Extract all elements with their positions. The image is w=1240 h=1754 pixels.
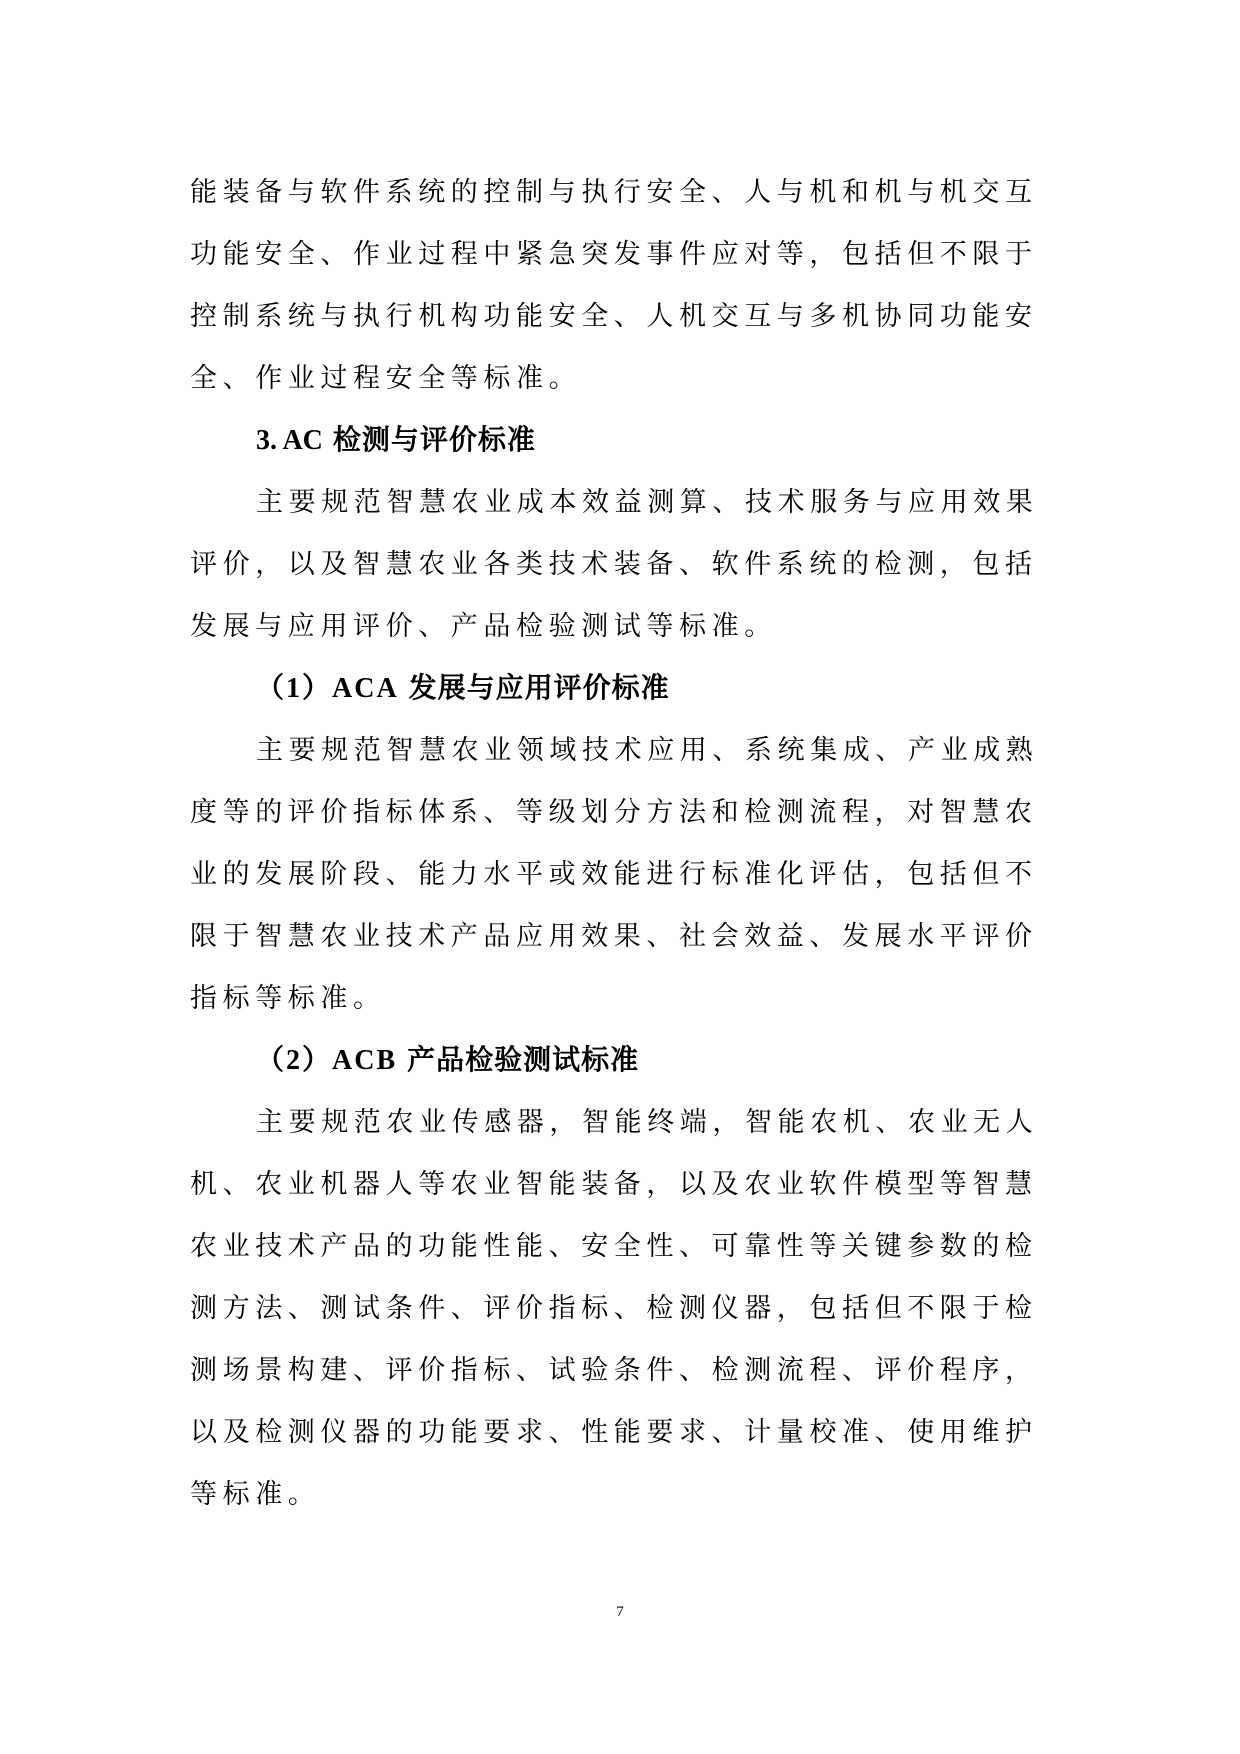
text-line: 机、农业机器人等农业智能装备，以及农业软件模型等智慧	[190, 1169, 1038, 1200]
paragraph	[190, 720, 1050, 1030]
paragraph-continuation	[190, 162, 1050, 410]
text-line: 发展与应用评价、产品检验测试等标准。	[190, 611, 777, 642]
text-line: 业的发展阶段、能力水平或效能进行标准化评估，包括但不	[190, 859, 1038, 890]
text-line: 测场景构建、评价指标、试验条件、检测流程、评价程序，	[190, 1355, 1038, 1386]
text-line: 主要规范智慧农业领域技术应用、系统集成、产业成熟	[256, 735, 1039, 766]
subsection-title: 产品检验测试标准	[407, 1045, 640, 1076]
text-line: 评价，以及智慧农业各类技术装备、软件系统的检测，包括	[190, 549, 1038, 580]
paragraph	[190, 472, 1050, 658]
text-line: 限于智慧农业技术产品应用效果、社会效益、发展水平评价	[190, 921, 1038, 952]
subsection-number: （2）ACB	[256, 1045, 398, 1076]
text-line: 指标等标准。	[190, 983, 386, 1014]
subsection-heading	[190, 658, 1050, 720]
section-title: 检测与评价标准	[332, 425, 536, 456]
text-line: 能装备与软件系统的控制与执行安全、人与机和机与机交互	[190, 177, 1038, 208]
text-line: 主要规范农业传感器，智能终端，智能农机、农业无人	[256, 1107, 1039, 1138]
text-line: 功能安全、作业过程中紧急突发事件应对等，包括但不限于	[190, 239, 1038, 270]
text-line: 度等的评价指标体系、等级划分方法和检测流程，对智慧农	[190, 797, 1038, 828]
section-heading	[190, 410, 1050, 472]
text-line: 主要规范智慧农业成本效益测算、技术服务与应用效果	[256, 487, 1039, 518]
text-line: 测方法、测试条件、评价指标、检测仪器，包括但不限于检	[190, 1293, 1038, 1324]
text-line: 以及检测仪器的功能要求、性能要求、计量校准、使用维护	[190, 1417, 1038, 1448]
text-line: 农业技术产品的功能性能、安全性、可靠性等关键参数的检	[190, 1231, 1038, 1262]
page-number: 7	[616, 1604, 624, 1620]
text-line: 等标准。	[190, 1479, 321, 1510]
subsection-heading	[190, 1030, 1050, 1092]
subsection-number: （1）ACA	[256, 673, 399, 704]
text-line: 全、作业过程安全等标准。	[190, 363, 582, 394]
text-line: 控制系统与执行机构功能安全、人机交互与多机协同功能安	[190, 301, 1038, 332]
paragraph	[190, 1092, 1050, 1526]
subsection-title: 发展与应用评价标准	[408, 673, 670, 704]
section-number: 3. AC	[256, 425, 323, 456]
document-page	[190, 162, 1050, 1526]
